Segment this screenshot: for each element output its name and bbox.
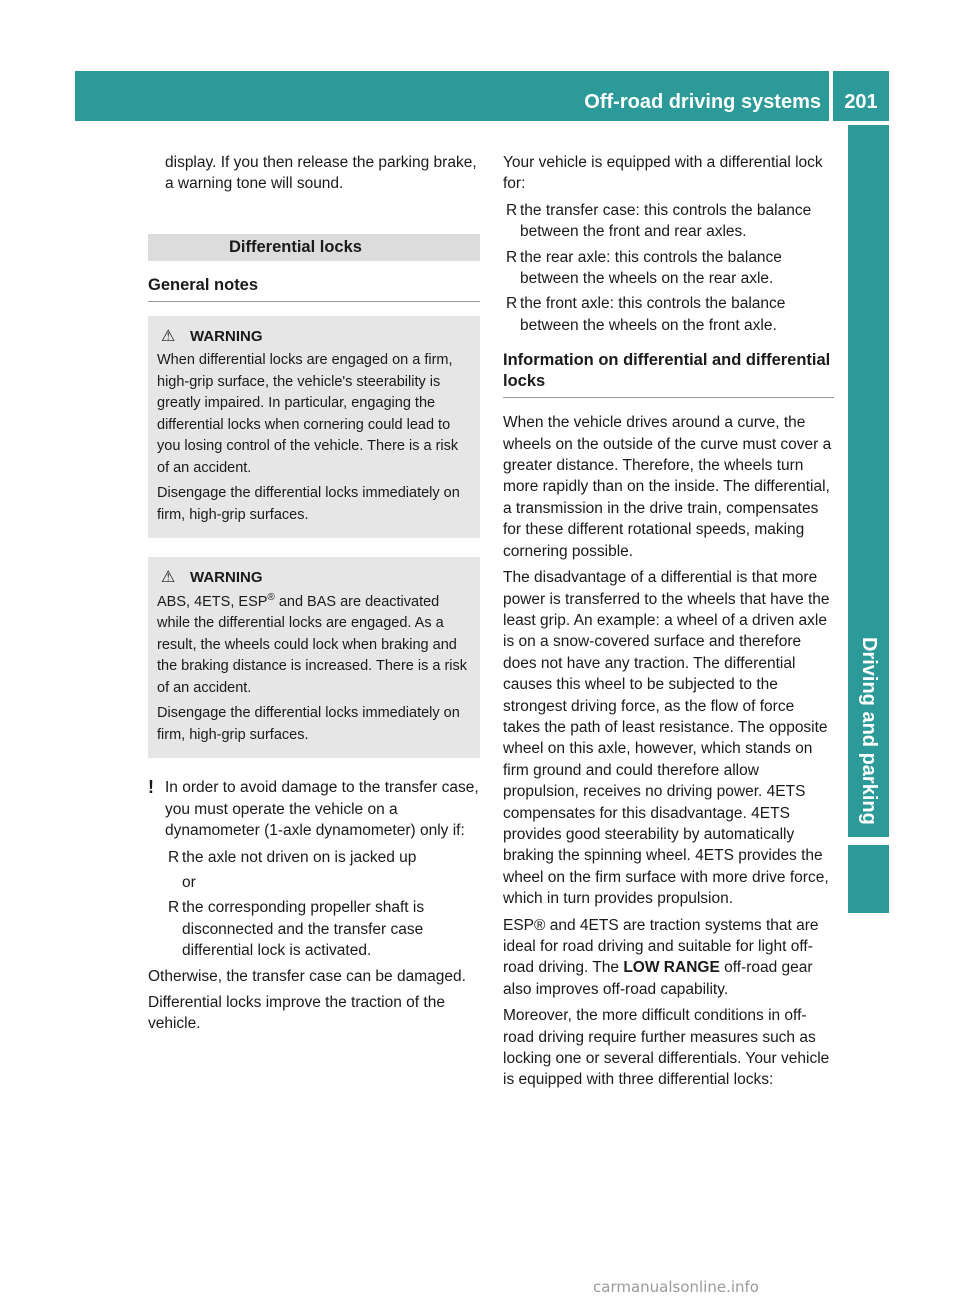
subheading-general-notes: General notes bbox=[148, 275, 480, 302]
subheading-information: Information on differential and differential locks bbox=[503, 350, 834, 398]
warning-label: WARNING bbox=[190, 569, 263, 587]
warning-text: When differential locks are engaged on a firm, high-grip surface, the vehicle's steerability is greatly impaired. In particular, engaging the differential locks when cornering could lead to you losing control of the vehicle. There is a risk of an accident. bbox=[157, 352, 459, 476]
watermark: carmanualsonline.info bbox=[593, 1278, 759, 1296]
bullet-icon: R bbox=[168, 899, 180, 917]
paragraph: Otherwise, the transfer case can be damaged. bbox=[148, 967, 466, 985]
intro-text: Your vehicle is equipped with a differential lock for: bbox=[503, 154, 823, 193]
side-tab-label: Driving and parking bbox=[858, 637, 880, 825]
intro-text: display. If you then release the parking brake, a warning tone will sound. bbox=[165, 154, 477, 193]
paragraph: Differential locks improve the traction of the vehicle. bbox=[148, 993, 445, 1033]
bullet-icon: R bbox=[506, 248, 518, 266]
page-number: 201 bbox=[844, 91, 878, 113]
bullet-icon: R bbox=[506, 295, 518, 313]
list-item: R the front axle: this controls the balance between the wheels on the front axle. bbox=[506, 295, 786, 334]
paragraph: When the vehicle drives around a curve, the wheels on the outside of the curve must cover a greater distance. Therefore, the wheels turn more rapidly than on the inside. The differential, a transmission in the drive train, compensates for these different rotational speeds, making cornering possible. bbox=[503, 414, 832, 560]
exclamation-icon: ! bbox=[148, 777, 154, 798]
paragraph: The disadvantage of a differential is that more power is transferred to the wheels that have the least grip. An example: a wheel of a driven axle is on a snow-covered surface and therefore does not have any traction. The differential causes this wheel to be subjected to the strongest driving force, as the flow of force takes the path of least resistance. The opposite wheel on this axle, however, which stands on firm ground and could therefore allow propulsion, receives no driving power. 4ETS compensates for this disadvantage. 4ETS provides good steerability by automatically braking the spinning wheel. 4ETS provides the wheel on the firm surface with more drive force, which in turn provides propulsion. bbox=[503, 569, 830, 908]
page-title: Off-road driving systems bbox=[584, 91, 821, 113]
warning-triangle-icon: ⚠ bbox=[161, 327, 176, 345]
note-text: In order to avoid damage to the transfer case, you must operate the vehicle on a dynamometer (1-axle dynamometer) only if: bbox=[165, 779, 479, 840]
left-column bbox=[148, 152, 480, 1040]
section-title: Differential locks bbox=[148, 234, 480, 261]
note bbox=[148, 777, 480, 841]
warning-text: ABS, 4ETS, ESP® and BAS are deactivated while the differential locks are engaged. As a result, the wheels could lock when braking and the braking distance is increased. There is a risk of an accident. bbox=[157, 591, 468, 696]
warning-triangle-icon: ⚠ bbox=[161, 569, 176, 587]
list-item: R the transfer case: this controls the balance between the front and rear axles. bbox=[506, 201, 812, 241]
warning-text: Disengage the differential locks immediately on firm, high-grip surfaces. bbox=[157, 705, 460, 743]
list-item: R the rear axle: this controls the balance between the wheels on the rear axle. bbox=[506, 248, 782, 288]
list-item: R the corresponding propeller shaft is disconnected and the transfer case differential lock is activated. bbox=[168, 899, 425, 960]
warning-header bbox=[157, 326, 472, 348]
warning-box-2 bbox=[148, 557, 480, 758]
paragraph: Moreover, the more difficult conditions in off-road driving require further measures such as locking one or several differentials. Your vehicle is equipped with three differential locks: bbox=[503, 1007, 830, 1089]
paragraph: ESP® and 4ETS are traction systems that are ideal for road driving and suitable for light off-road driving. The LOW RANGE off-road gear also improves off-road capability. bbox=[503, 916, 819, 998]
bullet-icon: R bbox=[168, 848, 180, 866]
right-column bbox=[503, 152, 834, 1096]
warning-box-1 bbox=[148, 316, 480, 539]
bullet-icon: R bbox=[506, 201, 518, 219]
warning-text: Disengage the differential locks immediately on firm, high-grip surfaces. bbox=[157, 485, 460, 523]
or-text: or bbox=[182, 873, 196, 891]
list-item: R the axle not driven on is jacked up bbox=[148, 847, 480, 868]
warning-label: WARNING bbox=[190, 327, 263, 345]
side-tab-marker bbox=[848, 845, 889, 913]
warning-header bbox=[157, 567, 472, 589]
